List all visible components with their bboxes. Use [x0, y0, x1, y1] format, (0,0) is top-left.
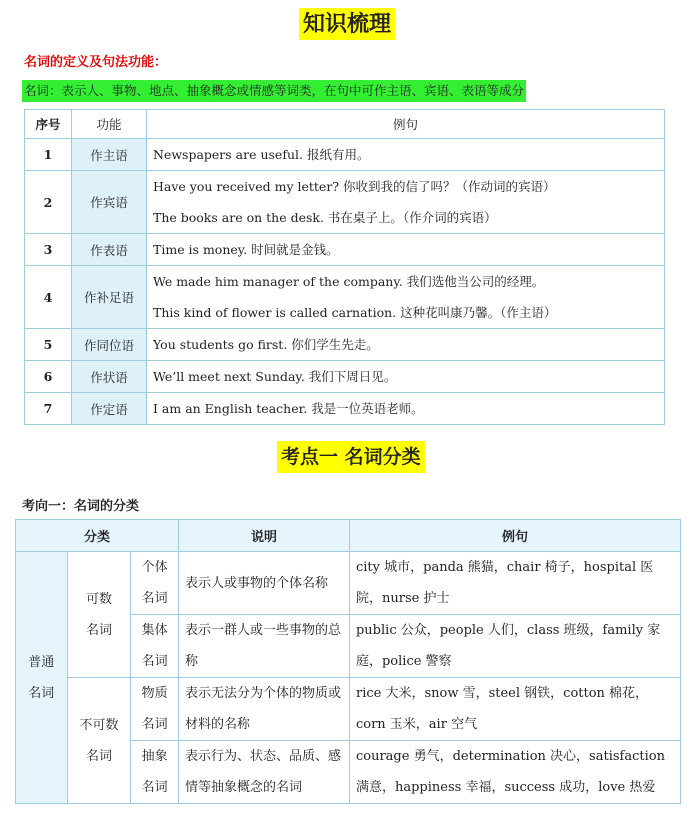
- row-number: 4: [25, 266, 72, 329]
- row-number: 7: [25, 393, 72, 425]
- row-number: 6: [25, 361, 72, 393]
- row-number: 5: [25, 329, 72, 361]
- example-sentence: Newspapers are useful. 报纸有用。: [153, 147, 370, 162]
- table-row: [25, 329, 665, 361]
- uncountable-noun-cell: 不可数 名词: [67, 678, 131, 804]
- table-header-row: [25, 110, 665, 139]
- table-row: [25, 234, 665, 266]
- examples-cell: courage 勇气，determination 决心，satisfaction 满意，happiness 幸福，success 成功，love 热爱: [349, 741, 680, 804]
- description-cell: 表示无法分为个体的物质或材料的名称: [178, 678, 349, 741]
- example-sentence: I am an English teacher. 我是一位英语老师。: [153, 401, 424, 416]
- description-cell: 表示一群人或一些事物的总称: [178, 615, 349, 678]
- row-number: 3: [25, 234, 72, 266]
- examples-cell: city 城市，panda 熊猫，chair 椅子，hospital 医院，nurse 护士: [349, 552, 680, 615]
- row-function: 作同位语: [72, 329, 147, 361]
- examples-cell: rice 大米，snow 雪，steel 钢铁，cotton 棉花，corn 玉米，air 空气: [349, 678, 680, 741]
- section-title: 考点一 名词分类: [277, 441, 425, 473]
- header-category: 分类: [16, 520, 179, 552]
- table-row: [16, 552, 681, 615]
- table-row: [25, 171, 665, 234]
- example-sentence: You students go first. 你们学生先走。: [153, 337, 379, 352]
- definition-text: 名词：表示人、事物、地点、抽象概念或情感等词类，在句中可作主语、宾语、表语等成分: [22, 80, 526, 102]
- examples-cell: public 公众，people 人们，class 班级，family 家庭，police 警察: [349, 615, 680, 678]
- header-example: 例句: [147, 110, 665, 139]
- row-function: 作表语: [72, 234, 147, 266]
- example-sentence: We made him manager of the company. 我们选他当公司的经理。: [153, 274, 545, 289]
- definition-heading: 名词的定义及句法功能：: [24, 55, 168, 70]
- noun-type-cell: 集体 名词: [131, 615, 179, 678]
- row-function: 作定语: [72, 393, 147, 425]
- example-sentence: Time is money. 时间就是金钱。: [153, 242, 339, 257]
- row-function: 作补足语: [72, 266, 147, 329]
- example-sentence: This kind of flower is called carnation. 这种花叫康乃馨。（作主语）: [153, 305, 557, 320]
- header-examples: 例句: [349, 520, 680, 552]
- subsection-heading: 考向一：名词的分类: [22, 499, 140, 514]
- example-sentence: We’ll meet next Sunday. 我们下周日见。: [153, 369, 397, 384]
- description-cell: 表示人或事物的个体名称: [178, 552, 349, 615]
- common-noun-cell: 普通 名词: [16, 552, 68, 804]
- description-cell: 表示行为、状态、品质、感情等抽象概念的名词: [178, 741, 349, 804]
- noun-type-cell: 个体 名词: [131, 552, 179, 615]
- row-function: 作主语: [72, 139, 147, 171]
- countable-noun-cell: 可数 名词: [67, 552, 131, 678]
- noun-type-cell: 物质 名词: [131, 678, 179, 741]
- header-description: 说明: [178, 520, 349, 552]
- table-row: [25, 139, 665, 171]
- page-title: 知识梳理: [299, 8, 395, 40]
- header-function: 功能: [72, 110, 147, 139]
- noun-type-cell: 抽象 名词: [131, 741, 179, 804]
- header-no: 序号: [25, 110, 72, 139]
- table-row: [25, 393, 665, 425]
- example-sentence: The books are on the desk. 书在桌子上。（作介词的宾语）: [153, 210, 497, 225]
- classification-table: [15, 519, 681, 804]
- table-row: [25, 266, 665, 329]
- row-function: 作宾语: [72, 171, 147, 234]
- table-row: [16, 678, 681, 741]
- row-function: 作状语: [72, 361, 147, 393]
- table-row: [25, 361, 665, 393]
- function-table: [24, 109, 665, 425]
- table-header-row: [16, 520, 681, 552]
- row-number: 2: [25, 171, 72, 234]
- example-sentence: Have you received my letter? 你收到我的信了吗？（作动词的宾语）: [153, 179, 556, 194]
- row-number: 1: [25, 139, 72, 171]
